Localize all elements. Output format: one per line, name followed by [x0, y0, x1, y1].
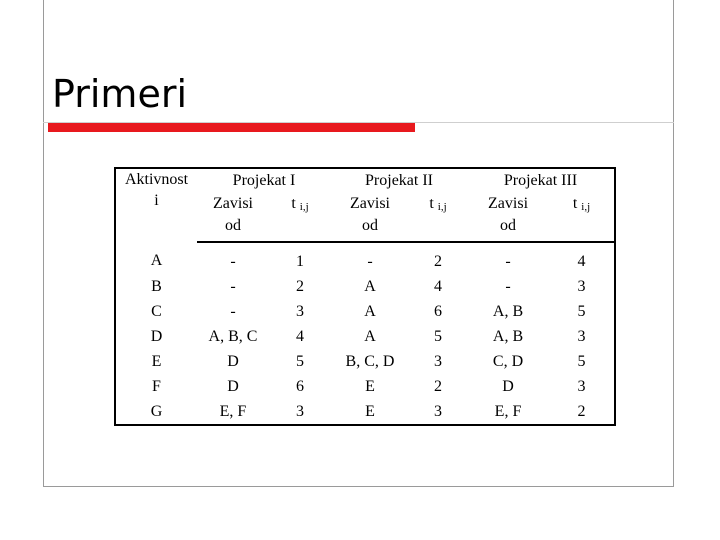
- p3-dep-cell: A, B: [492, 303, 524, 320]
- p3-t-cell: 5: [577, 353, 586, 370]
- p3-t-cell: 4: [577, 253, 586, 270]
- p2-dep-cell: A: [364, 303, 376, 320]
- project-1-dep-header: [197, 193, 269, 242]
- p1-t-cell: 6: [296, 378, 304, 395]
- p2-dep-cell: -: [367, 253, 373, 270]
- activity-cell: A: [150, 252, 163, 269]
- project-1-t-header: [269, 193, 331, 242]
- t-subscript: i,j: [581, 201, 591, 213]
- p3-dep-cell: A, B: [492, 328, 524, 345]
- p2-t-cell: 6: [434, 303, 442, 320]
- activity-cell: D: [150, 328, 163, 345]
- table-row: [115, 374, 615, 399]
- table-row: [115, 299, 615, 324]
- t-header: t: [572, 195, 578, 212]
- activity-header-line1: Aktivnost: [124, 171, 189, 188]
- project-1-header: Projekat I: [232, 172, 296, 189]
- table-row: [115, 324, 615, 349]
- t-subscript: i,j: [437, 201, 447, 213]
- p1-t-cell: 3: [296, 403, 304, 420]
- p2-dep-cell: E: [365, 378, 375, 395]
- activity-cell: B: [151, 278, 162, 295]
- p2-t-cell: 5: [434, 328, 442, 345]
- p1-t-cell: 5: [296, 353, 304, 370]
- p2-dep-cell: A: [364, 328, 376, 345]
- schedule-table: [114, 167, 616, 426]
- p3-dep-cell: C, D: [492, 353, 524, 370]
- dep-header-line1: Zavisi: [213, 195, 253, 212]
- p1-dep-cell: D: [227, 353, 239, 370]
- p1-t-cell: 2: [296, 278, 304, 295]
- activity-cell: C: [151, 303, 162, 320]
- dep-header-line2: od: [362, 217, 378, 234]
- dep-header-line2: od: [225, 217, 241, 234]
- p1-t-cell: 3: [296, 303, 304, 320]
- p2-t-cell: 3: [434, 403, 442, 420]
- activity-cell: F: [152, 378, 161, 395]
- activity-header-line2: i: [154, 192, 159, 209]
- table-row: [115, 274, 615, 299]
- p3-t-cell: 5: [577, 303, 586, 320]
- dep-header-line2: od: [500, 217, 517, 234]
- p1-dep-cell: -: [230, 253, 236, 270]
- t-subscript: i,j: [299, 201, 309, 213]
- project-2-dep-header: [331, 193, 409, 242]
- p3-t-cell: 3: [577, 328, 586, 345]
- p2-dep-cell: B, C, D: [345, 353, 395, 370]
- title-accent-bar: [48, 123, 415, 132]
- p2-t-cell: 4: [434, 278, 442, 295]
- project-2-header: Projekat II: [365, 172, 433, 189]
- dep-header-line1: Zavisi: [350, 195, 390, 212]
- p3-dep-cell: E, F: [494, 403, 522, 420]
- p2-t-cell: 3: [434, 353, 442, 370]
- project-3-t-header: [549, 193, 615, 242]
- table-row: [115, 399, 615, 425]
- project-3-header: Projekat III: [503, 172, 578, 189]
- activity-cell: G: [150, 403, 163, 420]
- p2-dep-cell: A: [364, 278, 376, 295]
- p3-dep-cell: -: [505, 253, 511, 270]
- p3-dep-cell: D: [502, 378, 514, 395]
- p1-dep-cell: E, F: [219, 403, 247, 420]
- p1-t-cell: 1: [296, 253, 304, 270]
- p3-t-cell: 2: [577, 403, 586, 420]
- frame-line-bottom: [43, 486, 674, 487]
- t-header: t: [291, 195, 296, 212]
- p2-t-cell: 2: [434, 253, 442, 270]
- table-row: [115, 349, 615, 374]
- p1-dep-cell: -: [230, 278, 236, 295]
- p2-t-cell: 2: [434, 378, 442, 395]
- project-2-t-header: [409, 193, 467, 242]
- activity-cell: E: [151, 353, 162, 370]
- p3-dep-cell: -: [505, 278, 511, 295]
- table-row: [115, 242, 615, 274]
- project-3-dep-header: [467, 193, 549, 242]
- p2-dep-cell: E: [365, 403, 375, 420]
- p3-t-cell: 3: [577, 378, 586, 395]
- p3-t-cell: 3: [577, 278, 586, 295]
- p1-dep-cell: A, B, C: [208, 328, 258, 345]
- p1-dep-cell: -: [230, 303, 236, 320]
- p1-t-cell: 4: [296, 328, 304, 345]
- frame-line-left: [43, 0, 44, 487]
- page-title: Primeri: [52, 72, 188, 116]
- p1-dep-cell: D: [227, 378, 239, 395]
- frame-line-right: [673, 0, 674, 487]
- t-header: t: [429, 195, 434, 212]
- activity-header: [115, 168, 197, 242]
- dep-header-line1: Zavisi: [488, 195, 529, 212]
